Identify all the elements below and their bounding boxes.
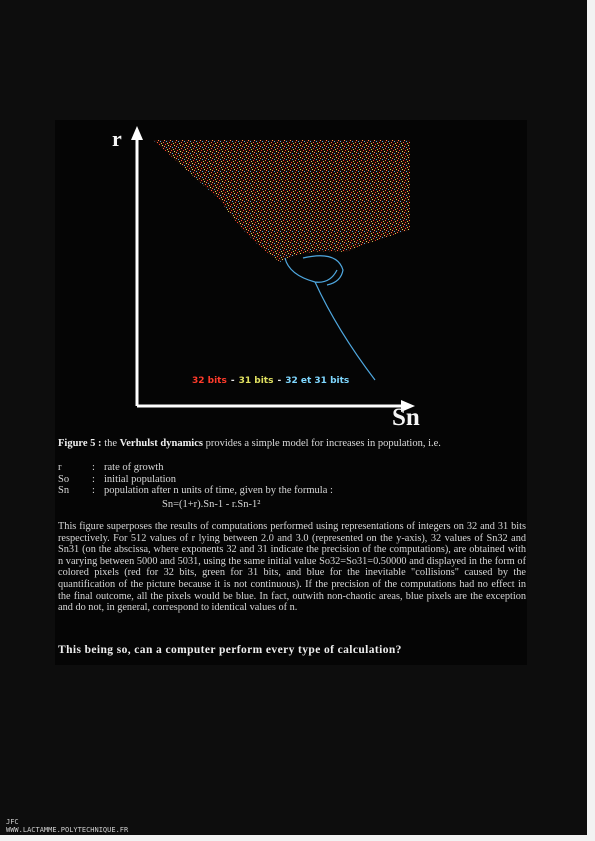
footer-credit bbox=[6, 818, 128, 834]
caption-rest: provides a simple model for increases in population, i.e. bbox=[205, 438, 441, 449]
bifurcation-curve-left bbox=[285, 258, 337, 282]
definition-symbol: So bbox=[58, 473, 70, 485]
legend-green: 31 bits bbox=[238, 376, 274, 386]
definition-desc: rate of growth bbox=[104, 462, 164, 473]
definition-desc: population after n units of time, given by the formula : bbox=[104, 485, 333, 496]
legend-blue: 32 et 31 bits bbox=[285, 376, 350, 386]
body-paragraph: This figure superposes the results of computations performed using representations of integers on 32 and 31 bits respectively. For 512 values of r lying between 2.0 and 3.0 (represented on the y-axis), 32 values of Sn32 and Sn31 (on the abscissa, where exponents 32 and 31 indicate the precision of the computations), are obtained with n varying between 5000 and 5031, using the same initial value So32=So31=0.50000 and displayed in the form of colored pixels (red for 32 bits, green for 31 bits, and blue for the inevitable "collisions" caused by the quantification of the picture because it is not continuous). If the precision of the computations had no effect in the final outcome, all the pixels would be blue. In fact, outwith non-chaotic areas, blue pixels are the exception and do not, in general, correspond to identical values of n. bbox=[58, 521, 526, 614]
footer-initials: JFC bbox=[6, 818, 19, 826]
caption-label: Figure 5 : bbox=[58, 438, 102, 449]
caption-pre: the bbox=[104, 438, 118, 449]
legend-sep-1: - bbox=[230, 376, 235, 386]
legend-sep-2: - bbox=[277, 376, 282, 386]
plot-legend bbox=[192, 376, 349, 386]
caption-bold: Verhulst dynamics bbox=[119, 438, 203, 449]
page-edge-bottom bbox=[0, 835, 595, 841]
definition-desc: initial population bbox=[104, 473, 177, 485]
page-edge-right bbox=[587, 0, 595, 841]
closing-question: This being so, can a computer perform every type of calculation? bbox=[58, 644, 402, 656]
definition-symbol: Sn bbox=[58, 485, 70, 496]
legend-red: 32 bits bbox=[192, 376, 227, 386]
chaotic-region bbox=[153, 140, 410, 262]
y-axis-arrow bbox=[131, 126, 143, 140]
x-axis-label: Sn bbox=[392, 404, 420, 431]
definition-symbol: r bbox=[58, 462, 62, 473]
figure-caption bbox=[58, 438, 526, 450]
footer-url[interactable]: WWW.LACTAMME.POLYTECHNIQUE.FR bbox=[6, 826, 129, 834]
stable-branch bbox=[315, 282, 375, 380]
formula: Sn=(1+r).Sn-1 - r.Sn-1² bbox=[162, 499, 261, 510]
y-axis-label: r bbox=[112, 126, 122, 151]
